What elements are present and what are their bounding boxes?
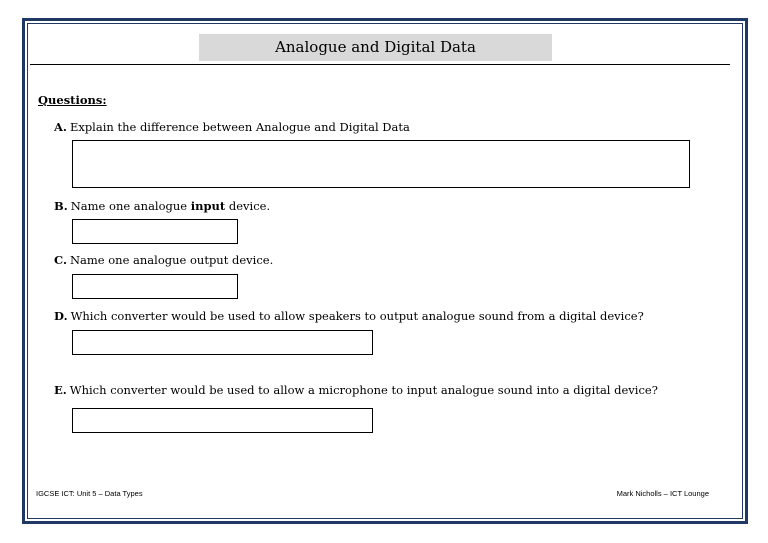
question-c-text: Name one analogue output device. xyxy=(69,253,274,267)
footer-unit-label: IGCSE ICT: Unit 5 – Data Types xyxy=(36,489,143,498)
question-a xyxy=(54,120,410,134)
answer-box-d[interactable] xyxy=(72,330,373,355)
answer-box-e[interactable] xyxy=(72,408,373,433)
question-b-text-before: Name one analogue xyxy=(70,199,191,213)
question-c xyxy=(54,253,273,267)
title-divider xyxy=(30,64,730,65)
question-b-letter: B. xyxy=(54,199,68,213)
footer-author: Mark Nicholls – ICT Lounge xyxy=(616,489,709,498)
question-e-letter: E. xyxy=(54,383,67,397)
question-d-letter: D. xyxy=(54,309,68,323)
question-c-letter: C. xyxy=(54,253,67,267)
question-d xyxy=(54,309,644,323)
page-border-inner xyxy=(27,23,743,519)
questions-heading: Questions: xyxy=(38,93,107,107)
answer-box-b[interactable] xyxy=(72,219,238,244)
question-a-letter: A. xyxy=(54,120,67,134)
worksheet-title: Analogue and Digital Data xyxy=(199,34,552,61)
question-e-text: Which converter would be used to allow a microphone to input analogue sound into a digital device? xyxy=(69,383,658,397)
question-a-text: Explain the difference between Analogue and Digital Data xyxy=(69,120,410,134)
question-b-text-after: device. xyxy=(225,199,271,213)
answer-box-a[interactable] xyxy=(72,140,690,188)
question-b-text-emph: input xyxy=(190,199,226,213)
question-b xyxy=(54,199,270,213)
question-d-text: Which converter would be used to allow speakers to output analogue sound from a digital device? xyxy=(70,309,644,323)
question-e xyxy=(54,383,658,397)
answer-box-c[interactable] xyxy=(72,274,238,299)
